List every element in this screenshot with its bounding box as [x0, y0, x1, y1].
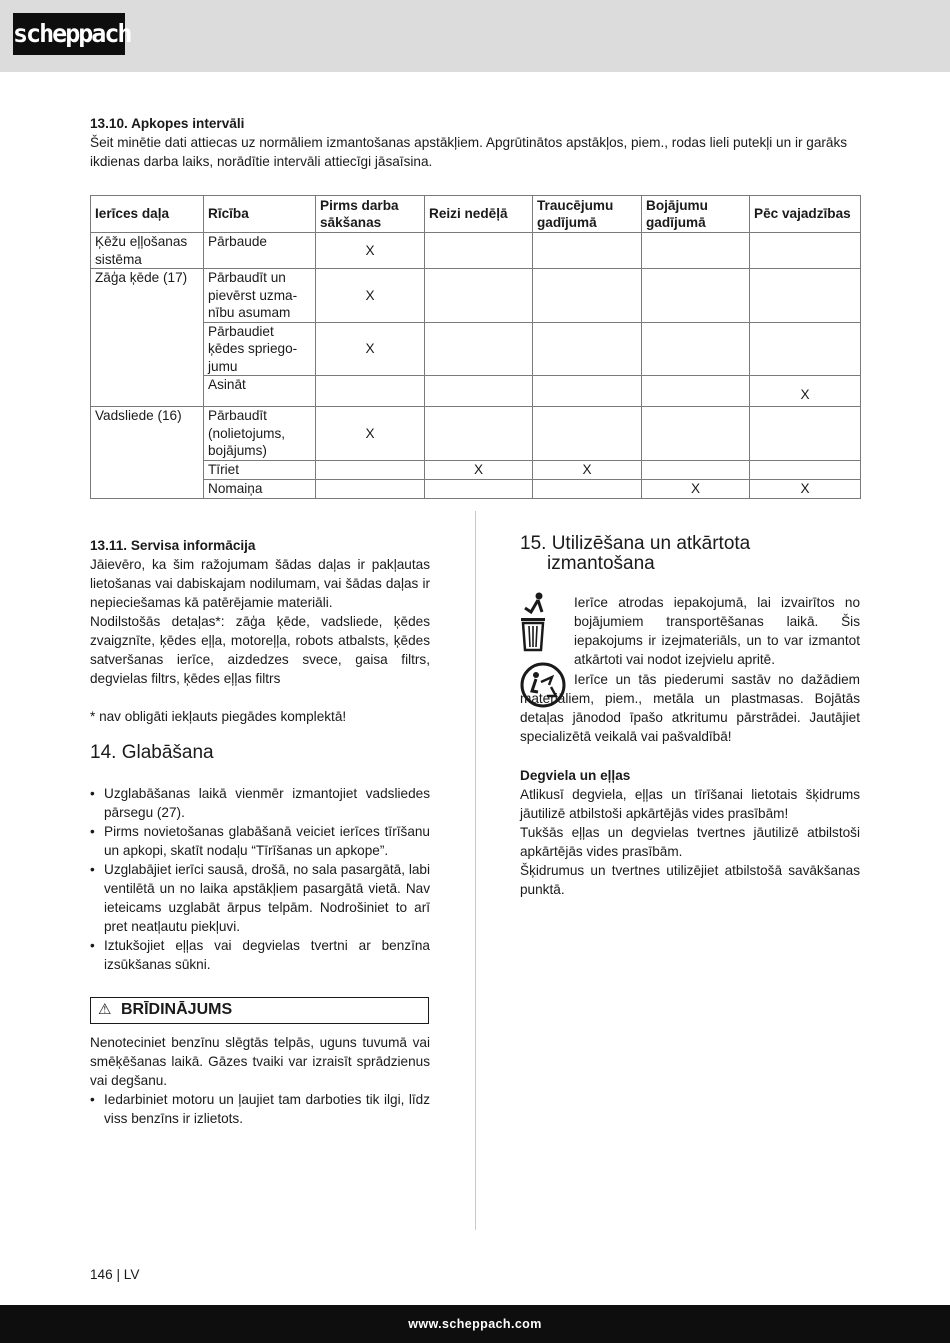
cell-mark — [316, 479, 425, 498]
section-disposal-heading — [520, 534, 860, 574]
cell-part: Vadsliede (16) — [91, 407, 204, 499]
col-header-action: Rīcība — [204, 196, 316, 233]
trash-bin-icon — [519, 590, 549, 652]
cell-mark — [642, 269, 750, 323]
fuel-heading: Degviela un eļļas — [520, 768, 631, 783]
footer-bar — [0, 1305, 950, 1343]
table-row — [91, 376, 861, 407]
list-item: • Pirms novietošanas glabāšanā veiciet ierīces tīrīšanu un apkopi, skatīt nodaļu “Tīrīšanas un apkope”. — [90, 822, 430, 860]
table-row — [91, 322, 861, 376]
cell-mark — [750, 269, 861, 323]
warning-text: Nenoteciniet benzīnu slēgtās telpās, uguns tuvumā vai smēķēšanas laikā. Gāzes tvaiki var izraisīt sprādzienus vai degšanu. — [90, 1035, 430, 1088]
cell-action: Pārbaude — [204, 233, 316, 269]
maintenance-intervals-heading: 13.10. Apkopes intervāli — [90, 116, 245, 131]
cell-mark — [750, 460, 861, 479]
table-header-row — [91, 196, 861, 233]
col-header-as-needed: Pēc vajadzības — [750, 196, 861, 233]
header-bar — [0, 0, 950, 72]
table-row — [91, 233, 861, 269]
cell-part: Zāģa ķēde (17) — [91, 269, 204, 407]
storage-heading: 14. Glabāšana — [90, 742, 214, 763]
maintenance-intervals-intro: Šeit minētie dati attiecas uz normāliem izmantošanas apstākļiem. Apgrūtinātos apstākļos, piem., rodas lieli putekļi un ir garāks ikdienas darba laiks, norādītie intervāli attiecīgi jāsaīsina. — [90, 135, 848, 169]
cell-mark — [750, 322, 861, 376]
table-row — [91, 460, 861, 479]
cell-mark — [750, 233, 861, 269]
cell-mark: X — [750, 376, 861, 407]
section-disposal-p1 — [574, 593, 860, 669]
col-header-part: Ierīces daļa — [91, 196, 204, 233]
cell-mark — [425, 322, 533, 376]
cell-mark — [316, 376, 425, 407]
cell-mark — [425, 269, 533, 323]
page-language: LV — [123, 1267, 140, 1282]
column-divider — [475, 511, 476, 1230]
maintenance-table — [90, 195, 861, 499]
cell-mark: X — [316, 322, 425, 376]
cell-mark — [533, 322, 642, 376]
disposal-heading-line2: izmantošana — [547, 553, 655, 574]
service-heading: 13.11. Servisa informācija — [90, 538, 256, 553]
cell-mark: X — [642, 479, 750, 498]
cell-mark — [425, 407, 533, 461]
cell-mark — [533, 407, 642, 461]
warning-box — [90, 997, 429, 1024]
col-header-before-start: Pirms darba sākšanas — [316, 196, 425, 233]
col-header-damage: Bojājumu gadījumā — [642, 196, 750, 233]
storage-list — [90, 784, 430, 974]
cell-mark — [316, 460, 425, 479]
cell-mark: X — [750, 479, 861, 498]
cell-action: Nomaiņa — [204, 479, 316, 498]
cell-mark — [533, 233, 642, 269]
cell-action: Pārbaudīt un pievērst uzma-nību asumam — [204, 269, 316, 323]
fuel-paragraph-1: Atlikusī degviela, eļļas un tīrīšanai lietotais šķidrums jāutilizē atbilstoši apkārtējās vides prasībām! — [520, 787, 860, 821]
fuel-paragraph-3: Šķidrumus un tvertnes utilizējiet atbilstošā savākšanas punktā. — [520, 863, 860, 897]
section-maintenance-intervals — [90, 114, 860, 171]
page-number-value: 146 — [90, 1267, 113, 1282]
disposal-heading-line1: 15. Utilizēšana un atkārtota — [520, 533, 751, 554]
section-warning-text — [90, 1033, 430, 1128]
cell-mark: X — [425, 460, 533, 479]
cell-mark — [425, 376, 533, 407]
cell-part: Ķēžu eļļošanas sistēma — [91, 233, 204, 269]
wear-parts-paragraph: Nodilstošās detaļas*: zāģa ķēde, vadsliede, ķēdes zvaigznīte, ķēdes eļļa, motoreļļa, robots atbalsts, ķēdes satveršanas ierīce, aizdedzes svece, gaisa filtrs, degvielas filtrs, ķēdes eļļas filtrs — [90, 614, 430, 686]
cell-mark — [425, 479, 533, 498]
cell-mark — [642, 376, 750, 407]
cell-action: Tīriet — [204, 460, 316, 479]
cell-mark — [642, 233, 750, 269]
cell-mark: X — [316, 269, 425, 323]
fuel-paragraph-2: Tukšās eļļas un degvielas tvertnes jāutilizē atbilstoši apkārtējās vides prasībām. — [520, 825, 860, 859]
table-row — [91, 407, 861, 461]
delivery-note: * nav obligāti iekļauts piegādes komplektā! — [90, 709, 347, 724]
cell-mark — [642, 407, 750, 461]
cell-mark — [533, 269, 642, 323]
disposal-heading — [520, 534, 860, 574]
table-row — [91, 269, 861, 323]
cell-mark — [642, 322, 750, 376]
warning-triangle-icon: ⚠ — [98, 1001, 112, 1018]
col-header-weekly: Reizi nedēļā — [425, 196, 533, 233]
cell-mark — [750, 407, 861, 461]
list-item: • Iztukšojiet eļļas vai degvielas tvertni ar benzīna izsūkšanas sūkni. — [90, 936, 430, 974]
cell-mark — [533, 479, 642, 498]
cell-action: Asināt — [204, 376, 316, 407]
disposal-paragraph-1: Ierīce atrodas iepakojumā, lai izvairītos no bojājumiem transportēšanas laikā. Šis iepakojums ir izejmateriāls, un to var izmantot atkārtoti vai nodot izejvielu apritē. — [574, 595, 860, 667]
warning-list — [90, 1090, 430, 1128]
cell-action: Pārbaudīt (nolietojums, bojājums) — [204, 407, 316, 461]
cell-mark: X — [316, 407, 425, 461]
cell-mark: X — [533, 460, 642, 479]
disposal-paragraph-2: Ierīce un tās piederumi sastāv no dažādiem materiāliem, piem., metāla un plastmasas. Bojātās detaļas jānodod īpašo atkritumu pārstrādei. Jautājiet specializētā veikalā vai pašvaldībā! — [520, 672, 860, 744]
warning-label: BRĪDINĀJUMS — [121, 1001, 233, 1018]
cell-mark — [533, 376, 642, 407]
scheppach-logo: scheppach — [13, 13, 125, 55]
section-storage — [90, 743, 430, 974]
list-item: • Iedarbiniet motoru un ļaujiet tam darboties tik ilgi, līdz viss benzīns ir izlietots. — [90, 1090, 430, 1128]
page-number: 146 | LV — [90, 1267, 140, 1282]
section-service-info — [90, 536, 430, 726]
section-fuel-oils — [520, 766, 860, 899]
table-row — [91, 479, 861, 498]
cell-mark — [425, 233, 533, 269]
cell-action: Pārbaudiet ķēdes spriego-jumu — [204, 322, 316, 376]
service-paragraph: Jāievēro, ka šim ražojumam šādas daļas ir pakļautas lietošanas vai dabiskajam nodilumam, vai šādas daļas ir nepieciešamas kā patērējamie materiāli. — [90, 557, 430, 610]
list-item: • Uzglabāšanas laikā vienmēr izmantojiet vadsliedes pārsegu (27). — [90, 784, 430, 822]
cell-mark: X — [316, 233, 425, 269]
col-header-malfunction: Traucējumu gadījumā — [533, 196, 642, 233]
cell-mark — [642, 460, 750, 479]
list-item: • Uzglabājiet ierīci sausā, drošā, no sala pasargātā, labi ventilētā un no laika apstākļiem pasargātā vietā. Nav ieteicams uzglabāt ārpus telpām. Nodrošiniet to arī pret neatļautu piekļuvi. — [90, 860, 430, 936]
website-link[interactable]: www.scheppach.com — [408, 1317, 542, 1331]
section-disposal-p2 — [520, 670, 860, 746]
